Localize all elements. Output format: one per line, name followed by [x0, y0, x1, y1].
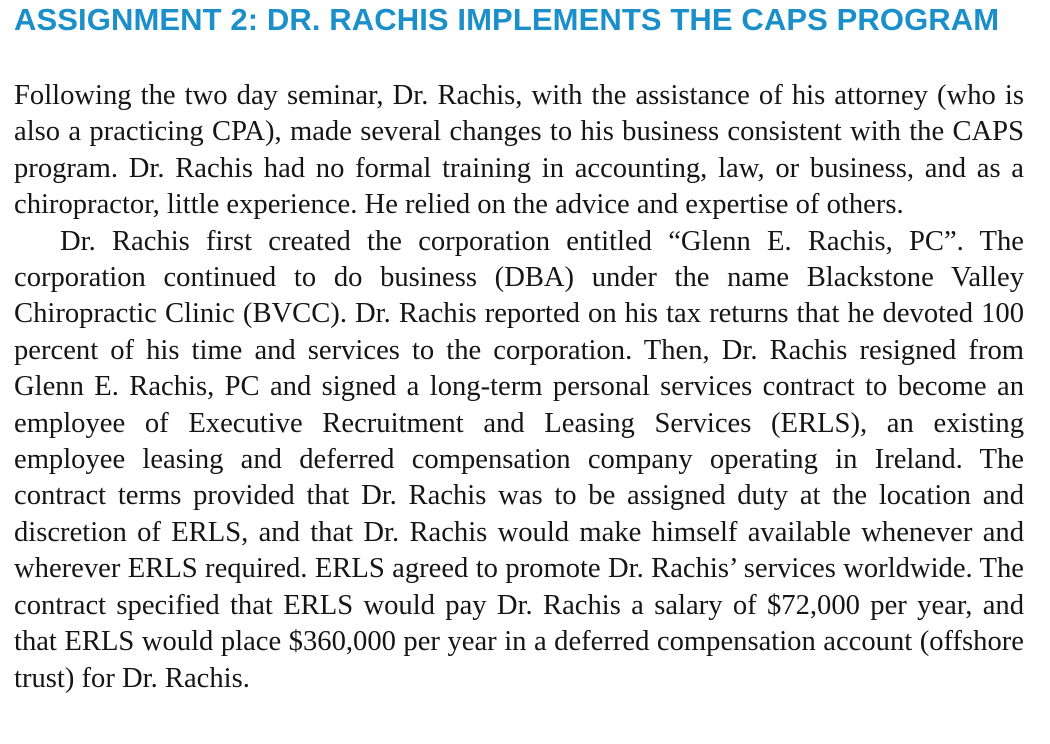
- assignment-heading: ASSIGNMENT 2: DR. RACHIS IMPLEMENTS THE CAPS PROGRAM: [14, 2, 1000, 37]
- paragraph-intro: Following the two day seminar, Dr. Rachis, with the assistance of his attorney (who is also a practicing CPA), made several changes to his business consistent with the CAPS program. Dr. Rachis had no formal training in accounting, law, or business, and as a chiropractor, little experience. He relied on the advice and expertise of others.: [14, 80, 1024, 221]
- paragraph-corporation: Dr. Rachis first created the corporation entitled “Glenn E. Rachis, PC”. The corporation continued to do business (DBA) under the name Blackstone Valley Chiropractic Clinic (BVCC). Dr. Rachis reported on his tax returns that he devoted 100 percent of his time and services to the corporation. Then, Dr. Rachis resigned from Glenn E. Rachis, PC and signed a long-term personal services contract to become an employee of Executive Recruitment and Leasing Services (ERLS), an existing employee leasing and deferred compensation company operating in Ireland. The contract terms provided that Dr. Rachis was to be assigned duty at the location and discretion of ERLS, and that Dr. Rachis would make himself available whenever and wherever ERLS required. ERLS agreed to promote Dr. Rachis’ services worldwide. The contract specified that ERLS would pay Dr. Rachis a salary of $72,000 per year, and that ERLS would place $360,000 per year in a deferred compensation account (offshore trust) for Dr. Rachis.: [14, 225, 1024, 694]
- assignment-body: [14, 78, 1024, 697]
